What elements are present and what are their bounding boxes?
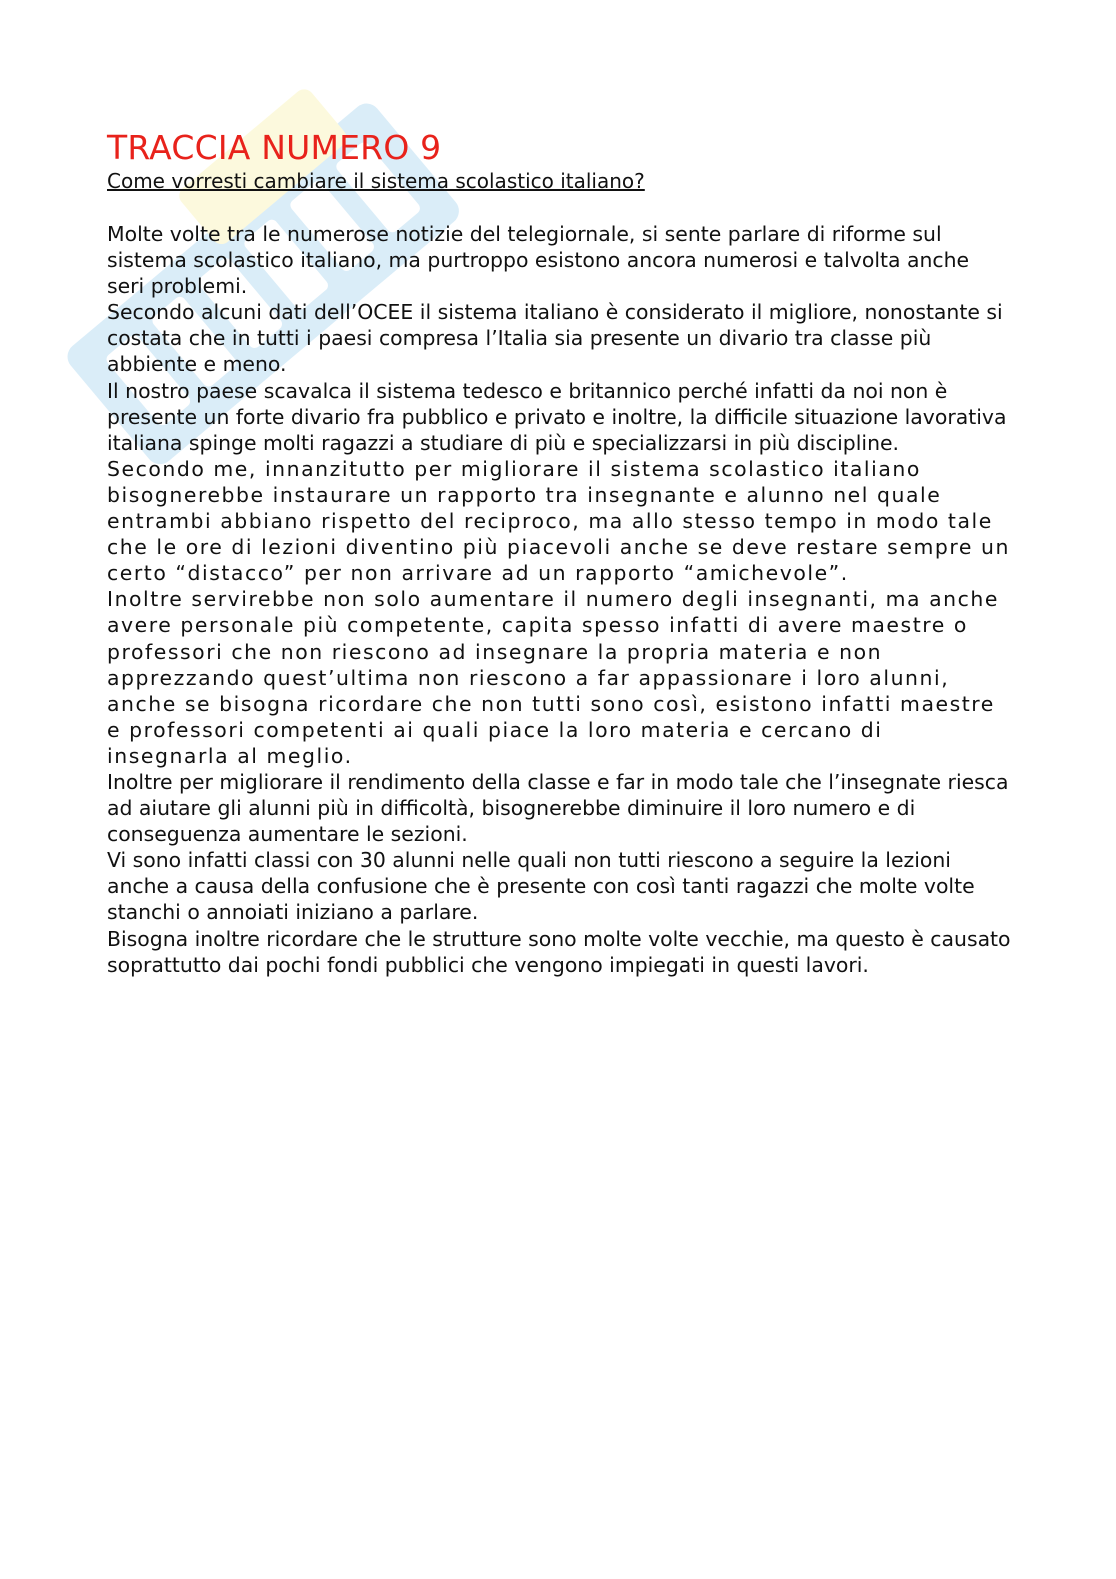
paragraph: Secondo alcuni dati dell’OCEE il sistema italiano è considerato il migliore, nonostante si costata che in tutti i paesi compresa l’Italia sia presente un divario tra classe più abbiente e meno.	[107, 300, 1003, 377]
paragraph: Bisogna inoltre ricordare che le strutture sono molte volte vecchie, ma questo è causato soprattutto dai pochi fondi pubblici che vengono impiegati in questi lavori.	[107, 926, 1011, 977]
paragraph: Molte volte tra le numerose notizie del telegiornale, si sente parlare di riforme sul sistema scolastico italiano, ma purtroppo esistono ancora numerosi e talvolta anche seri problemi.	[107, 222, 970, 299]
paragraph: Il nostro paese scavalca il sistema tedesco e britannico perché infatti da noi non è presente un forte divario fra pubblico e privato e inoltre, la difficile situazione lavorativa italiana spinge molti ragazzi a studiare di più e specializzarsi in più discipline.	[107, 378, 1007, 455]
document-title: TRACCIA NUMERO 9	[107, 128, 442, 167]
paragraph: Secondo me, innanzitutto per migliorare il sistema scolastico italiano bisognerebbe instaurare un rapporto tra insegnante e alunno nel quale entrambi abbiano rispetto del reciproco, ma allo stesso tempo in modo tale che le ore di lezioni diventino più piacevoli anche se deve restare sempre un certo “distacco” per non arrivare ad un rapporto “amichevole”.	[107, 456, 1010, 586]
document-subtitle: Come vorresti cambiare il sistema scolastico italiano?	[107, 169, 645, 193]
document-body	[107, 128, 1012, 978]
paragraph: Inoltre per migliorare il rendimento della classe e far in modo tale che l’insegnate riesca ad aiutare gli alunni più in difficoltà, bisognerebbe diminuire il loro numero e di conseguenza aumentare le sezioni.	[107, 769, 1009, 847]
paragraph: Vi sono infatti classi con 30 alunni nelle quali non tutti riescono a seguire la lezioni anche a causa della confusione che è presente con così tanti ragazzi che molte volte stanchi o annoiati iniziano a parlare.	[107, 848, 975, 925]
paragraph: Inoltre servirebbe non solo aumentare il numero degli insegnanti, ma anche avere personale più competente, capita spesso infatti di avere maestre o professori che non riescono ad insegnare la propria materia e non apprezzando quest’ultima non riescono a far appassionare i loro alunni, anche se bisogna ricordare che non tutti sono così, esistono infatti maestre e professori competenti ai quali piace la loro materia e cercano di insegnarla al meglio.	[107, 587, 999, 768]
